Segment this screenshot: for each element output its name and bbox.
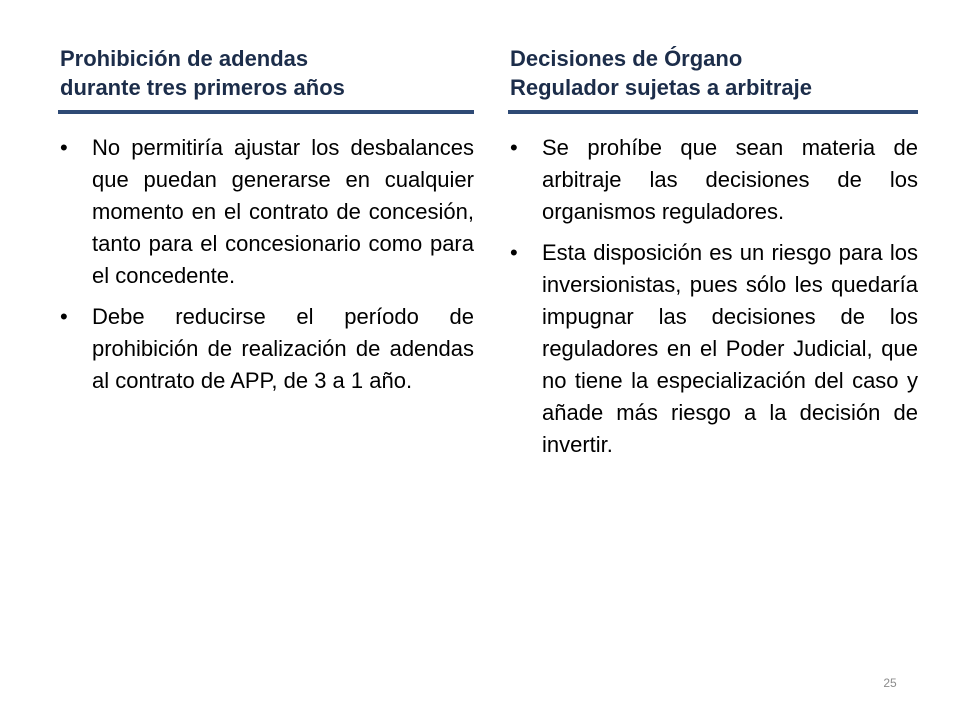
bullet-dot-icon: • <box>60 135 68 160</box>
left-column-title <box>58 44 474 102</box>
bullet-item <box>508 237 918 461</box>
left-title-line-2: durante tres primeros años <box>60 75 345 100</box>
right-column-header <box>508 44 918 114</box>
bullet-item <box>508 132 918 228</box>
right-title-line-2: Regulador sujetas a arbitraje <box>510 75 812 100</box>
bullet-item <box>58 132 474 292</box>
bullet-text: Se prohíbe que sean materia de arbitraje las decisiones de los organismos reguladores. <box>542 135 918 224</box>
bullet-dot-icon: • <box>510 135 518 160</box>
right-column-title <box>508 44 918 102</box>
bullet-text: Debe reducirse el período de prohibición de realización de adendas al contrato de APP, de 3 a 1 año. <box>92 304 474 393</box>
left-bullet-list <box>58 132 474 406</box>
bullet-dot-icon: • <box>510 240 518 265</box>
page-number: 25 <box>883 676 897 690</box>
right-bullet-list <box>508 132 918 470</box>
left-title-line-1: Prohibición de adendas <box>60 46 309 71</box>
bullet-dot-icon: • <box>60 304 68 329</box>
bullet-item <box>58 301 474 397</box>
bullet-text: No permitiría ajustar los desbalances que puedan generarse en cualquier momento en el contrato de concesión, tanto para el concesionario como para el concedente. <box>92 135 474 288</box>
left-column-header <box>58 44 474 114</box>
right-title-line-1: Decisiones de Órgano <box>510 46 743 71</box>
bullet-text: Esta disposición es un riesgo para los inversionistas, pues sólo les quedaría impugnar las decisiones de los reguladores en el Poder Judicial, que no tiene la especialización del caso y añade más riesgo a la decisión de invertir. <box>542 240 918 457</box>
